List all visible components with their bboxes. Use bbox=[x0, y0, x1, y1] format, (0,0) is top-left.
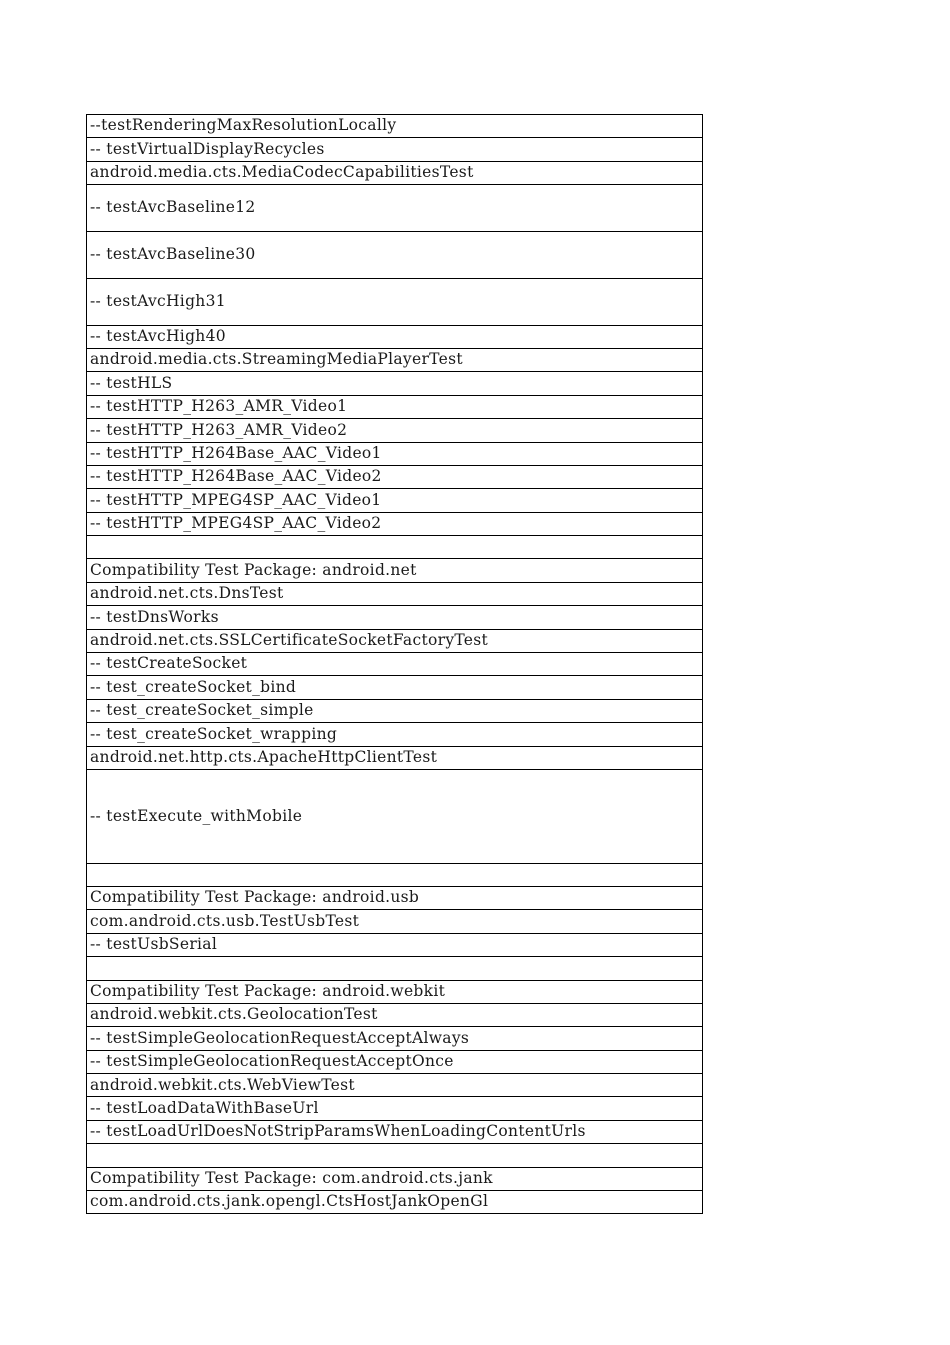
test-class-cell: android.media.cts.StreamingMediaPlayerTest bbox=[87, 348, 703, 371]
table-row bbox=[87, 1027, 703, 1050]
table-row bbox=[87, 863, 703, 886]
test-case-cell: -- test_createSocket_wrapping bbox=[87, 723, 703, 746]
test-case-cell: -- testAvcBaseline12 bbox=[87, 185, 703, 232]
test-list-table bbox=[86, 114, 703, 1214]
table-row bbox=[87, 653, 703, 676]
test-case-cell: -- testHTTP_MPEG4SP_AAC_Video1 bbox=[87, 489, 703, 512]
test-case-cell: -- testHLS bbox=[87, 372, 703, 395]
table-row bbox=[87, 536, 703, 559]
test-class-cell: android.webkit.cts.GeolocationTest bbox=[87, 1003, 703, 1026]
test-case-cell: -- testExecute_withMobile bbox=[87, 769, 703, 863]
test-case-cell: -- testLoadDataWithBaseUrl bbox=[87, 1097, 703, 1120]
test-case-cell: -- testSimpleGeolocationRequestAcceptAlways bbox=[87, 1027, 703, 1050]
test-case-cell: -- testAvcHigh40 bbox=[87, 325, 703, 348]
table-row bbox=[87, 442, 703, 465]
test-case-cell: -- test_createSocket_bind bbox=[87, 676, 703, 699]
table-row bbox=[87, 1120, 703, 1143]
table-row bbox=[87, 372, 703, 395]
test-class-cell: com.android.cts.jank.opengl.CtsHostJankOpenGl bbox=[87, 1191, 703, 1214]
table-row bbox=[87, 980, 703, 1003]
table-row bbox=[87, 933, 703, 956]
test-case-cell: -- testHTTP_H264Base_AAC_Video2 bbox=[87, 465, 703, 488]
table-row bbox=[87, 699, 703, 722]
table-row bbox=[87, 629, 703, 652]
table-row bbox=[87, 115, 703, 138]
test-list-body bbox=[87, 115, 703, 1214]
test-case-cell: -- testHTTP_H264Base_AAC_Video1 bbox=[87, 442, 703, 465]
table-row bbox=[87, 1097, 703, 1120]
package-header-cell: Compatibility Test Package: com.android.cts.jank bbox=[87, 1167, 703, 1190]
test-class-cell: com.android.cts.usb.TestUsbTest bbox=[87, 910, 703, 933]
table-row bbox=[87, 1167, 703, 1190]
empty-cell bbox=[87, 536, 703, 559]
test-class-cell: android.net.cts.DnsTest bbox=[87, 582, 703, 605]
table-row bbox=[87, 278, 703, 325]
table-row bbox=[87, 419, 703, 442]
empty-cell bbox=[87, 863, 703, 886]
table-row bbox=[87, 1191, 703, 1214]
table-row bbox=[87, 512, 703, 535]
table-row bbox=[87, 395, 703, 418]
table-row bbox=[87, 723, 703, 746]
test-class-cell: android.net.cts.SSLCertificateSocketFactoryTest bbox=[87, 629, 703, 652]
test-case-cell: -- testSimpleGeolocationRequestAcceptOnce bbox=[87, 1050, 703, 1073]
test-case-cell: --testRenderingMaxResolutionLocally bbox=[87, 115, 703, 138]
table-row bbox=[87, 582, 703, 605]
test-case-cell: -- testAvcBaseline30 bbox=[87, 231, 703, 278]
table-row bbox=[87, 231, 703, 278]
table-row bbox=[87, 489, 703, 512]
package-header-cell: Compatibility Test Package: android.webkit bbox=[87, 980, 703, 1003]
test-class-cell: android.media.cts.MediaCodecCapabilitiesTest bbox=[87, 161, 703, 184]
test-case-cell: -- testCreateSocket bbox=[87, 653, 703, 676]
table-row bbox=[87, 185, 703, 232]
test-class-cell: android.net.http.cts.ApacheHttpClientTest bbox=[87, 746, 703, 769]
table-row bbox=[87, 1003, 703, 1026]
table-row bbox=[87, 746, 703, 769]
test-class-cell: android.webkit.cts.WebViewTest bbox=[87, 1074, 703, 1097]
test-case-cell: -- testAvcHigh31 bbox=[87, 278, 703, 325]
table-row bbox=[87, 1074, 703, 1097]
table-row bbox=[87, 676, 703, 699]
table-row bbox=[87, 1050, 703, 1073]
package-header-cell: Compatibility Test Package: android.usb bbox=[87, 886, 703, 909]
empty-cell bbox=[87, 957, 703, 980]
table-row bbox=[87, 769, 703, 863]
table-row bbox=[87, 138, 703, 161]
table-row bbox=[87, 559, 703, 582]
test-case-cell: -- testUsbSerial bbox=[87, 933, 703, 956]
table-row bbox=[87, 606, 703, 629]
table-row bbox=[87, 886, 703, 909]
empty-cell bbox=[87, 1144, 703, 1167]
test-case-cell: -- testVirtualDisplayRecycles bbox=[87, 138, 703, 161]
table-row bbox=[87, 1144, 703, 1167]
test-case-cell: -- testDnsWorks bbox=[87, 606, 703, 629]
table-row bbox=[87, 348, 703, 371]
table-row bbox=[87, 325, 703, 348]
table-row bbox=[87, 910, 703, 933]
table-row bbox=[87, 957, 703, 980]
test-case-cell: -- testHTTP_H263_AMR_Video1 bbox=[87, 395, 703, 418]
test-case-cell: -- testLoadUrlDoesNotStripParamsWhenLoadingContentUrls bbox=[87, 1120, 703, 1143]
test-case-cell: -- testHTTP_H263_AMR_Video2 bbox=[87, 419, 703, 442]
test-case-cell: -- test_createSocket_simple bbox=[87, 699, 703, 722]
package-header-cell: Compatibility Test Package: android.net bbox=[87, 559, 703, 582]
table-row bbox=[87, 465, 703, 488]
test-case-cell: -- testHTTP_MPEG4SP_AAC_Video2 bbox=[87, 512, 703, 535]
table-row bbox=[87, 161, 703, 184]
